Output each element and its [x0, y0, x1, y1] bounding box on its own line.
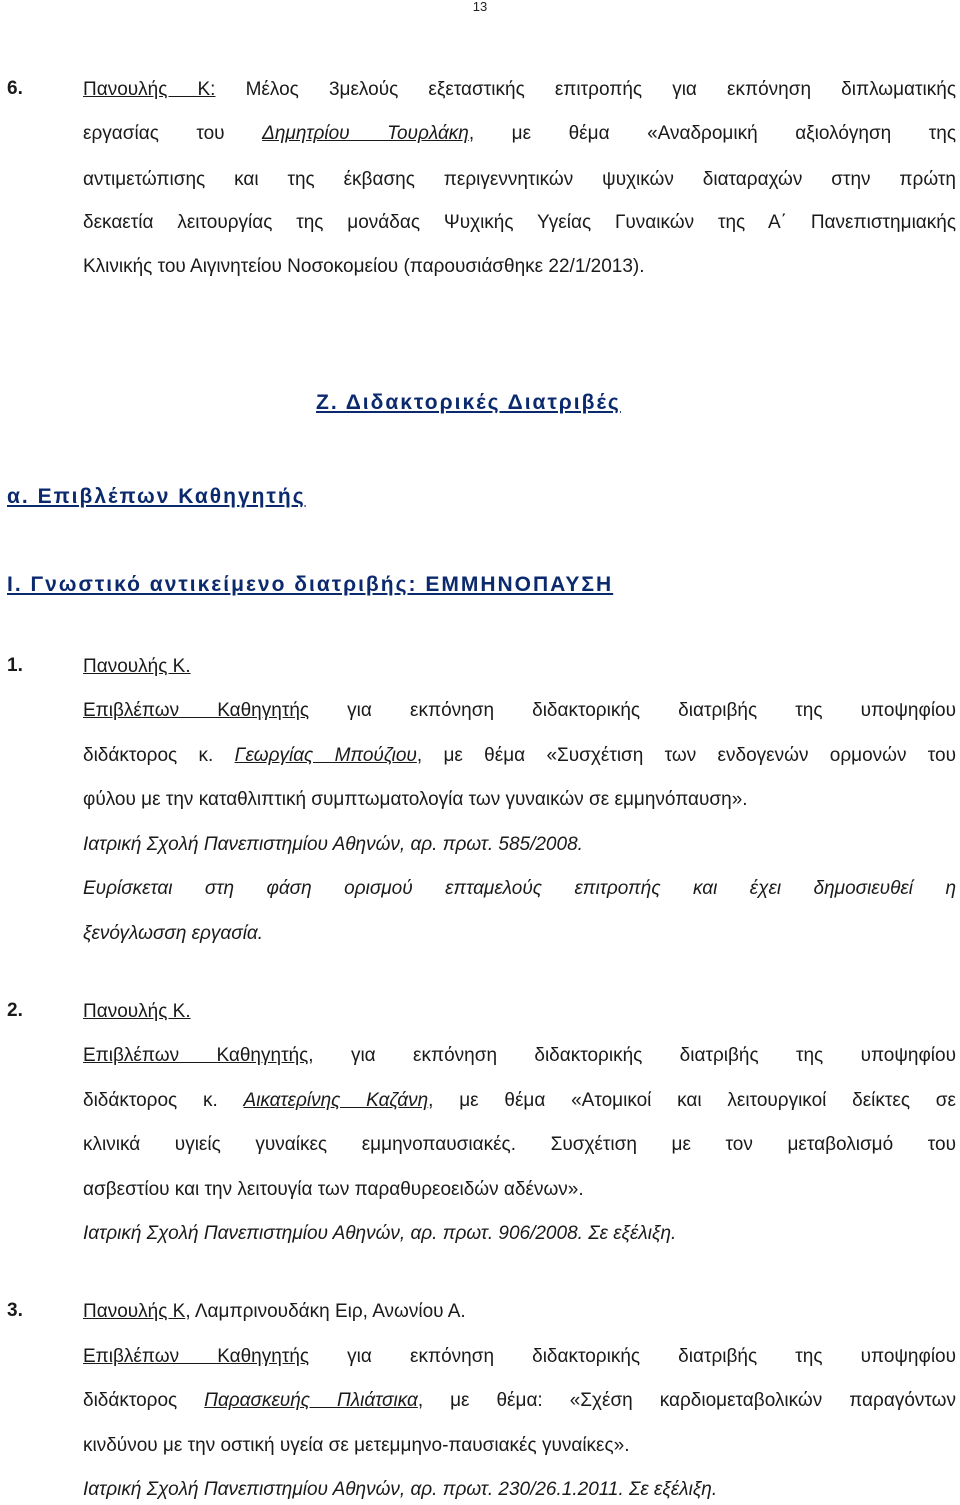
item-line [83, 1389, 956, 1413]
role-label: Επιβλέπων Καθηγητής [83, 1346, 310, 1367]
item-line: ασβεστίου και την λειτουγία των παραθυρεοειδών αδένων». [83, 1179, 584, 1200]
item-line [83, 1345, 956, 1369]
author-name: Πανουλής Κ: [83, 79, 216, 100]
author-name: Πανουλής Κ. [83, 1001, 191, 1022]
candidate-name: Γεωργίας Μπούζιου [234, 745, 417, 766]
section-heading-a: α. Επιβλέπων Καθηγητής [7, 485, 306, 508]
item-line [83, 655, 956, 679]
item-line [83, 1300, 956, 1324]
item-line [83, 1044, 956, 1068]
item-line [83, 122, 956, 146]
item-number: 2. [7, 1000, 23, 1021]
author-name: Πανουλής Κ. [83, 656, 191, 677]
item-number: 1. [7, 655, 23, 676]
section-heading-z: Ζ. Διδακτορικές Διατριβές [316, 391, 621, 414]
item-line [83, 1000, 956, 1024]
school-line: Ιατρική Σχολή Πανεπιστημίου Αθηνών, αρ. πρωτ. 230/26.1.2011. Σε εξέλιξη. [83, 1479, 718, 1500]
school-line: Ιατρική Σχολή Πανεπιστημίου Αθηνών, αρ. πρωτ. 906/2008. Σε εξέλιξη. [83, 1223, 677, 1244]
text: , με θέμα: «Σχέση καρδιομεταβολικών παραγόντων [417, 1390, 956, 1411]
text: , με θέμα «Αναδρομική αξιολόγηση της [468, 123, 957, 144]
candidate-name: Παρασκευής Πλιάτσικα [204, 1390, 418, 1411]
text: διδάκτορος [83, 1390, 205, 1411]
author-name: Πανουλής Κ [83, 1301, 186, 1322]
text: , με θέμα «Συσχέτιση των ενδογενών ορμονών του [416, 745, 957, 766]
role-label: Επιβλέπων Καθηγητής [83, 1045, 309, 1066]
status-line: ξενόγλωσση εργασία. [83, 923, 264, 944]
item-line: φύλου με την καταθλιπτική συμπτωματολογία των γυναικών σε εμμηνόπαυση». [83, 789, 748, 810]
text: , για εκπόνηση διδακτορικής διατριβής της υποψηφίου [308, 1045, 956, 1066]
coauthors: , Λαμπρινουδάκη Ειρ, Ανωνίου Α. [185, 1301, 466, 1322]
item-line: Κλινικής του Αιγινητείου Νοσοκομείου (παρουσιάσθηκε 22/1/2013). [83, 256, 645, 277]
item-line [83, 699, 956, 723]
student-name: Δημητρίου Τουρλάκη [262, 123, 469, 144]
section-heading-i: Ι. Γνωστικό αντικείμενο διατριβής: ΕΜΜΗΝΟΠΑΥΣΗ [7, 573, 614, 596]
text: , με θέμα «Ατομικοί και λειτουργικοί δείκτες σε [428, 1090, 956, 1111]
text: διδάκτορος κ. [83, 745, 235, 766]
item-line [83, 78, 956, 102]
role-label: Επιβλέπων Καθηγητής [83, 700, 310, 721]
status-line: Ευρίσκεται στη φάση ορισμού επταμελούς επιτροπής και έχει δημοσιευθεί η [83, 878, 956, 899]
text: για εκπόνηση διδακτορικής διατριβής της υποψηφίου [309, 1346, 957, 1367]
text: εργασίας του [83, 123, 263, 144]
item-line [83, 1089, 956, 1113]
text: Μέλος 3μελούς εξεταστικής επιτροπής για εκπόνηση διπλωματικής [215, 79, 956, 100]
page-number: 13 [472, 0, 488, 14]
item-line: κλινικά υγιείς γυναίκες εμμηνοπαυσιακές. Συσχέτιση με τον μεταβολισμό του [83, 1134, 956, 1155]
item-number: 3. [7, 1300, 23, 1321]
candidate-name: Αικατερίνης Καζάνη [243, 1090, 429, 1111]
item-line: δεκαετία λειτουργίας της μονάδας Ψυχικής Υγείας Γυναικών της Α΄ Πανεπιστημιακής [83, 212, 956, 233]
item-line: αντιμετώπισης και της έκβασης περιγεννητικών ψυχικών διαταραχών στην πρώτη [83, 169, 956, 190]
item-line [83, 744, 956, 768]
item-number: 6. [7, 78, 23, 99]
item-line: κινδύνου με την οστική υγεία σε μετεμμηνο-παυσιακές γυναίκες». [83, 1435, 630, 1456]
text: για εκπόνηση διδακτορικής διατριβής της υποψηφίου [309, 700, 957, 721]
text: διδάκτορος κ. [83, 1090, 244, 1111]
school-line: Ιατρική Σχολή Πανεπιστημίου Αθηνών, αρ. πρωτ. 585/2008. [83, 834, 583, 855]
